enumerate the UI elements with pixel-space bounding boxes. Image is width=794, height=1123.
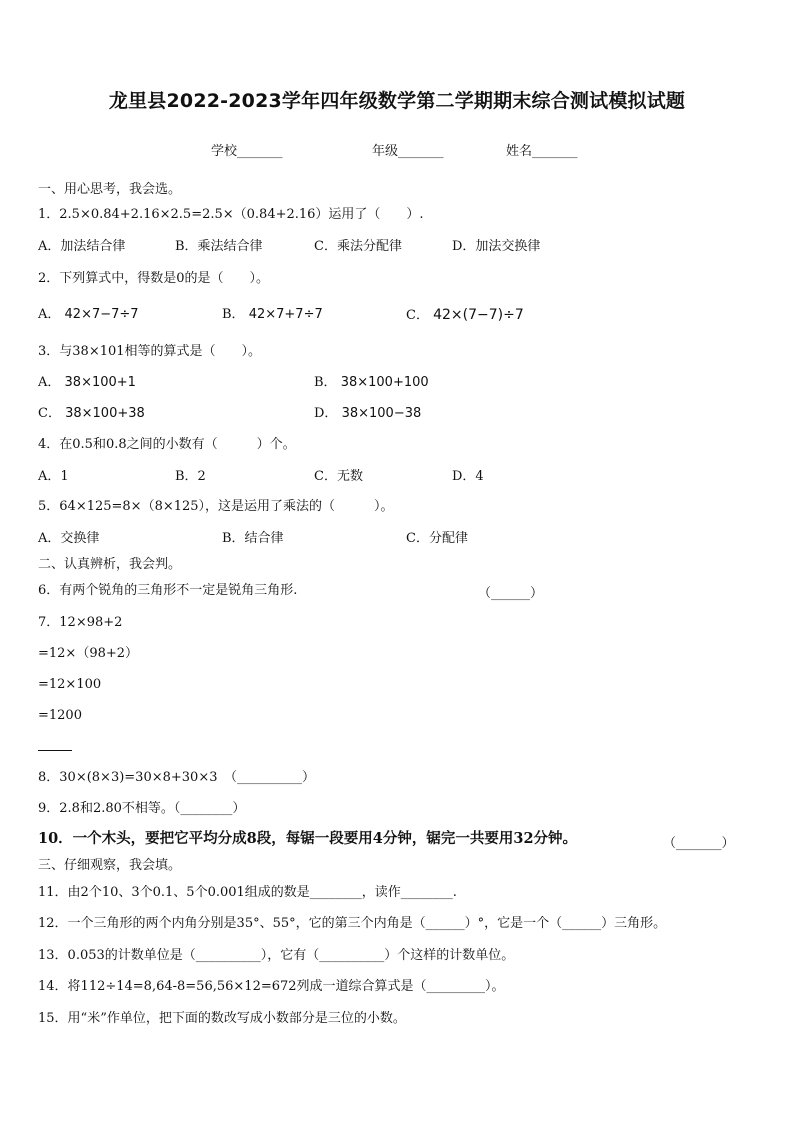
option-label: A．: [38, 307, 61, 322]
question-10-stem: 10．一个木头，要把它平均分成8段，每锯一段要用4分钟，锯完一共要用32分钟。: [38, 830, 578, 847]
question-4-option-b: B．2: [175, 469, 206, 484]
section-heading-3: 三、仔细观察，我会填。: [38, 858, 182, 873]
section-heading-1: 一、用心思考，我会选。: [38, 182, 182, 197]
option-formula: 38×100−38: [341, 406, 422, 421]
question-4-option-a: A．1: [38, 469, 69, 484]
question-7-line-4: =1200: [38, 708, 82, 723]
question-7-line-3: =12×100: [38, 677, 102, 692]
option-formula: 38×100+1: [64, 375, 136, 390]
question-4-option-c: C．无数: [314, 469, 363, 484]
question-3-stem: 3．与38×101相等的算式是（ ）。: [38, 344, 262, 359]
page-title: 龙里县2022-2023学年四年级数学第二学期期末综合测试模拟试题: [108, 90, 686, 112]
option-label: C．: [406, 308, 429, 323]
question-11-stem: 11．由2个10、3个0.1、5个0.001组成的数是________，读作________.: [38, 885, 457, 900]
question-4-stem: 4．在0.5和0.8之间的小数有（ ）个。: [38, 437, 296, 452]
question-5-option-c: C．分配律: [406, 531, 468, 546]
option-formula: 42×7+7÷7: [248, 307, 323, 322]
question-4-option-d: D．4: [452, 469, 484, 484]
option-label: D．: [314, 406, 338, 421]
question-5-option-b: B．结合律: [222, 531, 284, 546]
question-10-answer-blank: （_______）: [663, 836, 735, 851]
question-5-option-a: A．交换律: [38, 531, 100, 546]
question-5-stem: 5．64×125=8×（8×125），这是运用了乘法的（ ）。: [38, 499, 394, 514]
question-7-line-1: 7．12×98+2: [38, 615, 123, 630]
question-1-option-a: A．加法结合律: [38, 239, 126, 254]
option-label: B．: [222, 307, 245, 322]
option-formula: 38×100+100: [340, 375, 429, 390]
question-7-line-2: =12×（98+2）: [38, 646, 139, 661]
option-formula: 38×100+38: [65, 406, 145, 421]
option-label: C．: [38, 406, 61, 421]
option-formula: 42×(7−7)÷7: [433, 307, 524, 323]
question-3-option-a: [38, 374, 136, 392]
section-heading-2: 二、认真辨析，我会判。: [38, 557, 182, 572]
question-12-stem: 12．一个三角形的两个内角分别是35°、55°，它的第三个内角是（______）°，它是一个（______）三角形。: [38, 916, 667, 931]
question-13-stem: 13．0.053的计数单位是（__________），它有（__________）个这样的计数单位。: [38, 948, 515, 963]
question-3-option-c: [38, 405, 145, 423]
question-2-stem: 2．下列算式中，得数是0的是（ ）。: [38, 271, 270, 286]
option-formula: 42×7−7÷7: [64, 307, 139, 322]
question-1-stem: 1．2.5×0.84+2.16×2.5=2.5×（0.84+2.16）运用了（ ）.: [38, 207, 424, 222]
question-7-answer-line: [38, 750, 72, 751]
question-6-answer-blank: （______）: [478, 586, 544, 601]
grade-field: 年级_______: [372, 144, 444, 159]
school-field: 学校_______: [211, 144, 283, 159]
question-1-option-d: D．加法交换律: [452, 239, 541, 254]
question-2-option-c: [406, 306, 524, 325]
name-field: 姓名_______: [506, 144, 578, 159]
question-8-stem: 8．30×(8×3)=30×8+30×3 （__________）: [38, 770, 315, 785]
option-label: A．: [38, 375, 61, 390]
question-3-option-d: [314, 405, 421, 423]
question-2-option-b: [222, 306, 323, 324]
question-1-option-b: B．乘法结合律: [175, 239, 263, 254]
question-3-option-b: [314, 374, 429, 392]
question-14-stem: 14．将112÷14=8,64-8=56,56×12=672列成一道综合算式是（_________）。: [38, 979, 505, 994]
question-1-option-c: C．乘法分配律: [314, 239, 402, 254]
question-15-stem: 15．用“米”作单位，把下面的数改写成小数部分是三位的小数。: [38, 1011, 406, 1026]
question-6-stem: 6．有两个锐角的三角形不一定是锐角三角形.: [38, 583, 298, 598]
question-9-stem: 9．2.8和2.80不相等。（________）: [38, 801, 246, 816]
question-2-option-a: [38, 306, 139, 324]
option-label: B．: [314, 375, 337, 390]
